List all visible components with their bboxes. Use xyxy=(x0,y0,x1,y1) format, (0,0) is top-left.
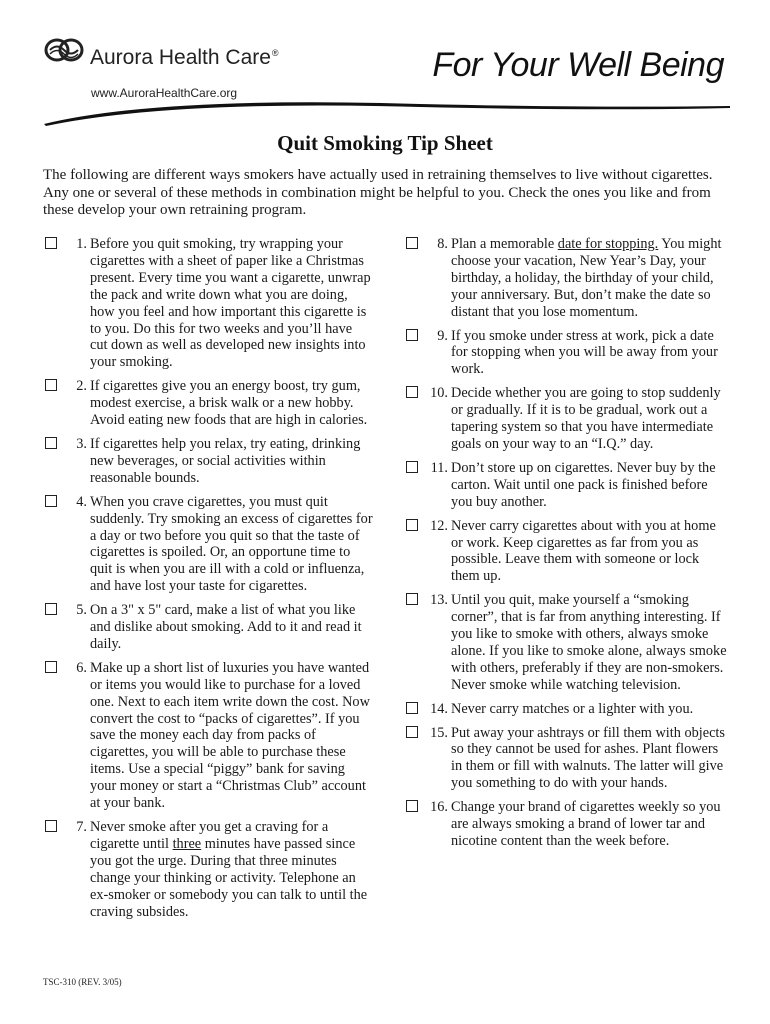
tip-item xyxy=(404,460,729,511)
tip-checkbox[interactable] xyxy=(406,461,418,473)
tip-number: 11. xyxy=(430,459,448,476)
tip-checkbox[interactable] xyxy=(406,800,418,812)
tip-checkbox[interactable] xyxy=(45,237,57,249)
tip-text: Never carry matches or a lighter with you. xyxy=(451,700,694,717)
tip-number: 14. xyxy=(430,700,448,717)
tip-checkbox[interactable] xyxy=(406,702,418,714)
tip-checkbox[interactable] xyxy=(406,329,418,341)
registered-mark: ® xyxy=(271,48,279,58)
tip-number: 9. xyxy=(437,327,448,344)
tip-number: 4. xyxy=(76,493,87,510)
tip-item xyxy=(404,385,729,453)
header-swoosh xyxy=(40,90,740,130)
tip-item xyxy=(43,660,373,812)
tip-text: Make up a short list of luxuries you have wanted or items you would like to purchase for a loved one. Next to each item write down the cost. Now convert the cost to “packs of cigarettes”. If you save the money each day from packs of cigarettes, you will be able to purchase these items. Use a special “piggy” bank for saving your money or start a “Christmas Club” account at your bank. xyxy=(90,659,370,812)
tip-number: 5. xyxy=(76,602,87,619)
tip-item xyxy=(404,799,729,850)
tip-item xyxy=(404,518,729,586)
tips-column-right xyxy=(404,236,729,857)
tip-checkbox[interactable] xyxy=(406,519,418,531)
tip-checkbox[interactable] xyxy=(45,495,57,507)
tip-number: 7. xyxy=(76,819,87,835)
aurora-logo-icon xyxy=(44,34,84,66)
tip-item xyxy=(404,236,729,321)
tip-text: Until you quit, make yourself a “smoking corner”, that is far from anything interesting. If you like to smoke with others, always smoke alone. If you like to smoke alone, always smoke with others, preferably if they are non-smokers. Never smoke while watching television. xyxy=(451,592,727,693)
tip-number: 1. xyxy=(76,236,87,252)
intro-paragraph: The following are different ways smokers have actually used in retraining themselves to live without cigarettes. Any one or several of these methods in combination might be helpful to you. Check the ones you like and from these develop your own retraining program. xyxy=(43,167,713,218)
tip-number: 3. xyxy=(76,435,87,452)
tip-number: 8. xyxy=(437,236,448,252)
tip-text: Put away your ashtrays or fill them with objects so they cannot be used for ashes. Plant flowers in them or fill with walnuts. The latter will give you something to do with your hands. xyxy=(451,724,725,792)
page-title: Quit Smoking Tip Sheet xyxy=(277,131,493,155)
brand-url[interactable]: www.AuroraHealthCare.org xyxy=(91,86,238,100)
tip-number: 2. xyxy=(76,378,87,395)
tips-column-left xyxy=(43,236,373,927)
tip-checkbox[interactable] xyxy=(406,237,418,249)
tip-item xyxy=(404,725,729,793)
tip-number: 13. xyxy=(430,592,448,609)
tip-checkbox[interactable] xyxy=(45,820,57,832)
tip-item xyxy=(43,236,373,371)
tip-item xyxy=(43,436,373,487)
tip-number: 16. xyxy=(430,799,448,816)
tip-text: Change your brand of cigarettes weekly so you are always smoking a brand of lower tar and nicotine content than the week before. xyxy=(451,799,721,849)
brand-name: Aurora Health Care® xyxy=(90,46,279,69)
tip-text: On a 3" x 5" card, make a list of what you like and dislike about smoking. Add to it and read it daily. xyxy=(90,602,362,652)
tip-checkbox[interactable] xyxy=(406,726,418,738)
tip-checkbox[interactable] xyxy=(406,593,418,605)
tip-item xyxy=(404,701,729,718)
tip-number: 10. xyxy=(430,385,448,402)
tip-number: 15. xyxy=(430,724,448,741)
tip-text: Never smoke after you get a craving for a cigarette until three minutes have passed since you got the urge. During that three minutes change your thinking or activity. Telephone an ex-smoker or somebody you can talk to until the craving subsides. xyxy=(90,819,368,920)
tip-item xyxy=(43,602,373,653)
tip-item xyxy=(404,592,729,693)
tip-item xyxy=(43,494,373,595)
tip-item xyxy=(404,328,729,379)
form-code: TSC-310 (REV. 3/05) xyxy=(43,977,122,987)
tip-text: If cigarettes give you an energy boost, try gum, modest exercise, a brisk walk or a new hobby. Avoid eating new foods that are high in calories. xyxy=(90,378,368,429)
tagline: For Your Well Being xyxy=(432,46,724,84)
tip-text: Decide whether you are going to stop suddenly or gradually. If it is to be gradual, work out a tapering system so that you have intermediate goals on your way to an “I.Q.” day. xyxy=(451,385,721,452)
tip-text: Never carry cigarettes about with you at home or work. Keep cigarettes as far from you as possible. Leave them with someone or lock them up. xyxy=(451,517,716,585)
tip-number: 6. xyxy=(76,659,87,676)
page-header xyxy=(0,0,770,130)
tip-checkbox[interactable] xyxy=(406,386,418,398)
tip-item xyxy=(43,378,373,429)
tip-checkbox[interactable] xyxy=(45,437,57,449)
tip-item xyxy=(43,819,373,920)
emphasis-underline: three xyxy=(172,835,202,852)
tip-text: If cigarettes help you relax, try eating, drinking new beverages, or social activities within reasonable bounds. xyxy=(90,435,361,486)
tip-checkbox[interactable] xyxy=(45,379,57,391)
tip-checkbox[interactable] xyxy=(45,661,57,673)
tip-text: Don’t store up on cigarettes. Never buy by the carton. Wait until one pack is finished before you buy another. xyxy=(451,459,716,510)
tip-number: 12. xyxy=(430,517,448,534)
emphasis-underline: date for stopping. xyxy=(557,236,659,252)
tip-text: If you smoke under stress at work, pick a date for stopping when you will be away from your work. xyxy=(451,327,718,378)
tip-text: Plan a memorable date for stopping. You might choose your vacation, New Year’s Day, your birthday, a holiday, the birthday of your child, your anniversary. But, don’t make the date so distant that you lose momentum. xyxy=(451,236,722,320)
tip-text: When you crave cigarettes, you must quit suddenly. Try smoking an excess of cigarettes for a day or two before you quit so that the taste of cigarettes is spoiled. Or, an opportune time to quit is when you are ill with a cold or influenza, and have lost your taste for cigarettes. xyxy=(90,493,373,595)
tip-checkbox[interactable] xyxy=(45,603,57,615)
tip-text: Before you quit smoking, try wrapping your cigarettes with a sheet of paper like a Christmas present. Every time you want a cigarette, unwrap the pack and write down what you are doing, how you feel and how important this cigarette is to you. Do this for two weeks and you’ll have cut down as well as developed new insights into your smoking. xyxy=(90,236,371,371)
